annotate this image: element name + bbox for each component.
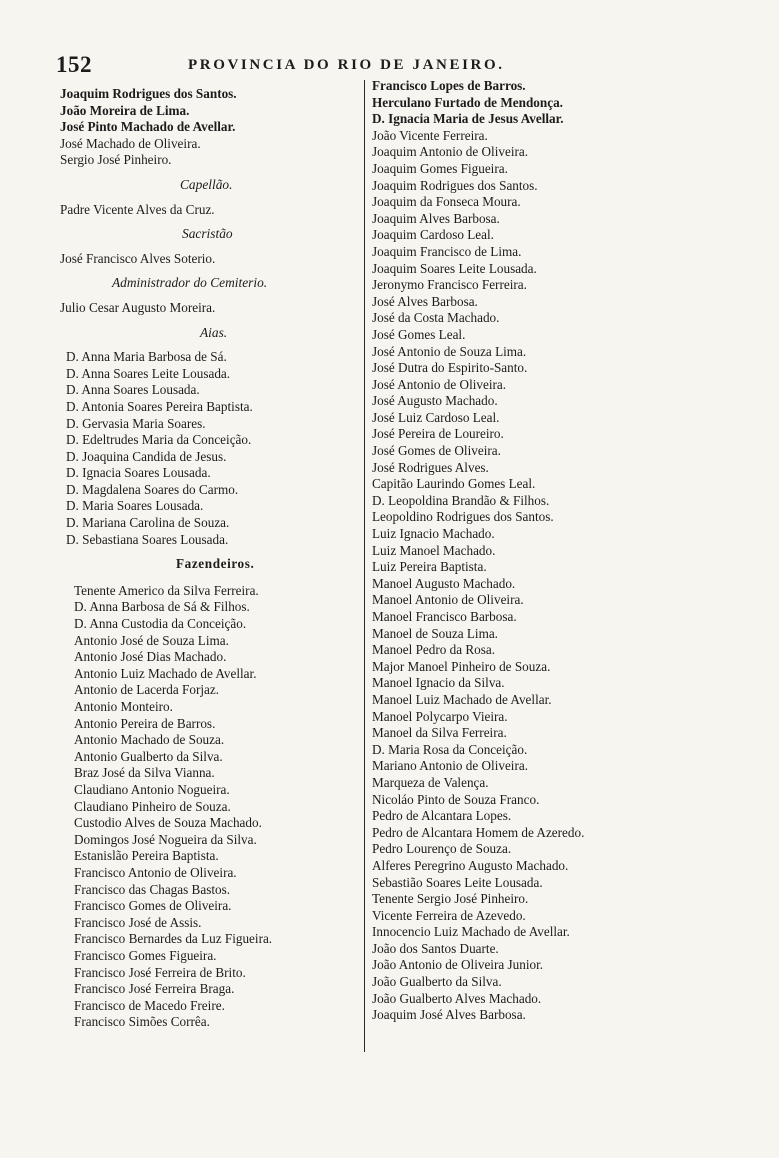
list-item: Julio Cesar Augusto Moreira.	[60, 299, 216, 315]
list-item: Claudiano Antonio Nogueira.	[74, 781, 230, 797]
list-item: Padre Vicente Alves da Cruz.	[60, 201, 215, 217]
list-item: Manoel Augusto Machado.	[372, 575, 516, 591]
column-divider	[364, 80, 365, 1052]
list-item: José Augusto Machado.	[372, 393, 498, 409]
list-item: D. Sebastiana Soares Lousada.	[66, 531, 229, 547]
list-item: José Dutra do Espirito-Santo.	[372, 360, 528, 376]
list-item: Luiz Pereira Baptista.	[372, 559, 487, 575]
list-item: Claudiano Pinheiro de Souza.	[74, 798, 231, 814]
list-item: Joaquim Rodrigues dos Santos.	[60, 86, 237, 101]
list-item: Francisco José de Assis.	[74, 914, 202, 930]
list-item: José da Costa Machado.	[372, 310, 500, 326]
list-item: D. Anna Maria Barbosa de Sá.	[66, 349, 227, 365]
list-item: Innocencio Luiz Machado de Avellar.	[372, 924, 570, 940]
list-item: José Luiz Cardoso Leal.	[372, 409, 500, 425]
list-item: João dos Santos Duarte.	[372, 940, 499, 956]
list-item: Joaquim José Alves Barbosa.	[372, 1007, 526, 1023]
list-item: Vicente Ferreira de Azevedo.	[372, 907, 526, 923]
list-item: Manoel Luiz Machado de Avellar.	[372, 691, 552, 707]
list-item: Joaquim Gomes Figueira.	[372, 160, 508, 176]
list-item: Manoel da Silva Ferreira.	[372, 725, 507, 741]
list-item: D. Anna Barbosa de Sá & Filhos.	[74, 599, 250, 615]
list-item: Capitão Laurindo Gomes Leal.	[372, 476, 536, 492]
list-item: Joaquim Antonio de Oliveira.	[372, 144, 529, 160]
list-item: Francisco José Ferreira de Brito.	[74, 964, 246, 980]
list-item: Manoel Francisco Barbosa.	[372, 609, 517, 624]
list-item: José Pinto Machado de Avellar.	[60, 119, 236, 135]
list-item: Antonio José Dias Machado.	[74, 649, 227, 665]
right-column	[372, 78, 672, 1024]
list-item: Braz José da Silva Vianna.	[74, 765, 215, 781]
list-item: D. Gervasia Maria Soares.	[66, 415, 206, 431]
fazendeiros-list	[60, 583, 360, 1031]
list-item: D. Ignacia Maria de Jesus Avellar.	[372, 111, 564, 127]
list-item: Luiz Manoel Machado.	[372, 542, 496, 558]
list-item: Custodio Alves de Souza Machado.	[74, 815, 262, 831]
list-item: D. Ignacia Soares Lousada.	[66, 465, 211, 481]
list-item: Antonio Monteiro.	[74, 699, 173, 714]
list-item: Estanislão Pereira Baptista.	[74, 848, 219, 864]
page-number: 152	[56, 52, 92, 77]
list-item: D. Antonia Soares Pereira Baptista.	[66, 398, 253, 414]
capellao-heading: Capellão.	[180, 176, 233, 192]
list-item: João Moreira de Lima.	[60, 102, 190, 118]
list-item: Joaquim Cardoso Leal.	[372, 227, 494, 243]
list-item: Nicoláo Pinto de Souza Franco.	[372, 791, 540, 807]
list-item: D. Anna Custodia da Conceição.	[74, 616, 247, 632]
left-column	[60, 86, 360, 1031]
list-item: Francisco Gomes de Oliveira.	[74, 898, 232, 914]
list-item: D. Mariana Carolina de Souza.	[66, 515, 230, 531]
aias-heading: Aias.	[200, 324, 228, 340]
list-item: José Alves Barbosa.	[372, 293, 478, 309]
list-item: Francisco Gomes Figueira.	[74, 947, 217, 963]
list-item: Francisco das Chagas Bastos.	[74, 881, 231, 897]
list-item: Antonio Pereira de Barros.	[74, 715, 216, 731]
list-item: Joaquim da Fonseca Moura.	[372, 194, 521, 210]
list-item: D. Joaquina Candida de Jesus.	[66, 448, 227, 464]
list-item: Major Manoel Pinheiro de Souza.	[372, 658, 551, 674]
list-item: Antonio Gualberto da Silva.	[74, 748, 223, 764]
list-item: José Antonio de Oliveira.	[372, 376, 507, 392]
list-item: D. Maria Soares Lousada.	[66, 498, 204, 514]
list-item: Manoel Polycarpo Vieira.	[372, 708, 508, 724]
list-item: D. Anna Soares Lousada.	[66, 382, 200, 398]
list-item: José Pereira de Loureiro.	[372, 426, 504, 442]
list-item: D. Leopoldina Brandão & Filhos.	[372, 492, 550, 508]
list-item: Manoel Antonio de Oliveira.	[372, 592, 524, 608]
list-item: Alferes Peregrino Augusto Machado.	[372, 857, 569, 873]
list-item: Joaquim Alves Barbosa.	[372, 210, 500, 226]
list-item: Joaquim Soares Leite Lousada.	[372, 260, 537, 276]
list-item: João Vicente Ferreira.	[372, 127, 488, 143]
list-item: Joaquim Francisco de Lima.	[372, 243, 522, 259]
list-item: Francisco Simões Corrêa.	[74, 1014, 210, 1030]
list-item: Sergio José Pinheiro.	[60, 152, 172, 168]
list-item: José Francisco Alves Soterio.	[60, 250, 216, 266]
list-item: D. Anna Soares Leite Lousada.	[66, 365, 231, 381]
list-item: Manoel Ignacio da Silva.	[372, 675, 505, 691]
list-item: Pedro de Alcantara Homem de Azeredo.	[372, 824, 585, 840]
list-item: Pedro Lourenço de Souza.	[372, 841, 512, 857]
administrador-heading: Administrador do Cemiterio.	[112, 275, 268, 291]
list-item: Antonio de Lacerda Forjaz.	[74, 682, 220, 698]
list-item: João Gualberto Alves Machado.	[372, 990, 542, 1006]
list-item: D. Maria Rosa da Conceição.	[372, 741, 528, 757]
list-item: Mariano Antonio de Oliveira.	[372, 758, 529, 774]
aias-list	[60, 349, 360, 548]
list-item: Antonio José de Souza Lima.	[74, 632, 229, 648]
fazendeiros-heading: Fazendeiros.	[176, 556, 255, 572]
list-item: Francisco de Macedo Freire.	[74, 997, 225, 1013]
list-item: Antonio Machado de Souza.	[74, 732, 225, 748]
list-item: Marqueza de Valença.	[372, 774, 489, 790]
list-item: José Antonio de Souza Lima.	[372, 343, 527, 359]
list-item: Domingos José Nogueira da Silva.	[74, 831, 257, 847]
page-header	[56, 52, 596, 78]
list-item: Tenente Sergio José Pinheiro.	[372, 891, 529, 907]
list-item: D. Magdalena Soares do Carmo.	[66, 481, 239, 497]
list-item: Leopoldino Rodrigues dos Santos.	[372, 509, 554, 525]
list-item: Manoel de Souza Lima.	[372, 625, 498, 641]
list-item: José Rodrigues Alves.	[372, 459, 489, 475]
list-item: João Gualberto da Silva.	[372, 974, 502, 990]
list-item: José Gomes de Oliveira.	[372, 443, 501, 459]
list-item: José Gomes Leal.	[372, 326, 466, 342]
list-item: Herculano Furtado de Mendonça.	[372, 94, 563, 110]
list-item: Luiz Ignacio Machado.	[372, 526, 495, 542]
list-item: D. Edeltrudes Maria da Conceição.	[66, 432, 252, 448]
list-item: Joaquim Rodrigues dos Santos.	[372, 177, 538, 193]
list-item: Sebastião Soares Leite Lousada.	[372, 874, 543, 890]
list-item: Francisco Bernardes da Luz Figueira.	[74, 931, 273, 947]
list-item: Tenente Americo da Silva Ferreira.	[74, 582, 259, 598]
sacristao-heading: Sacristão	[182, 226, 233, 242]
running-head: PROVINCIA DO RIO DE JANEIRO.	[188, 57, 505, 73]
list-item: Francisco Antonio de Oliveira.	[74, 864, 237, 880]
list-item: Manoel Pedro da Rosa.	[372, 642, 496, 658]
list-item: José Machado de Oliveira.	[60, 135, 201, 151]
list-item: Antonio Luiz Machado de Avellar.	[74, 665, 257, 681]
list-item: Pedro de Alcantara Lopes.	[372, 808, 512, 824]
list-item: Jeronymo Francisco Ferreira.	[372, 277, 527, 293]
top-names-list	[60, 86, 360, 169]
list-item: Francisco José Ferreira Braga.	[74, 981, 235, 997]
list-item: João Antonio de Oliveira Junior.	[372, 957, 544, 973]
list-item: Francisco Lopes de Barros.	[372, 78, 526, 93]
